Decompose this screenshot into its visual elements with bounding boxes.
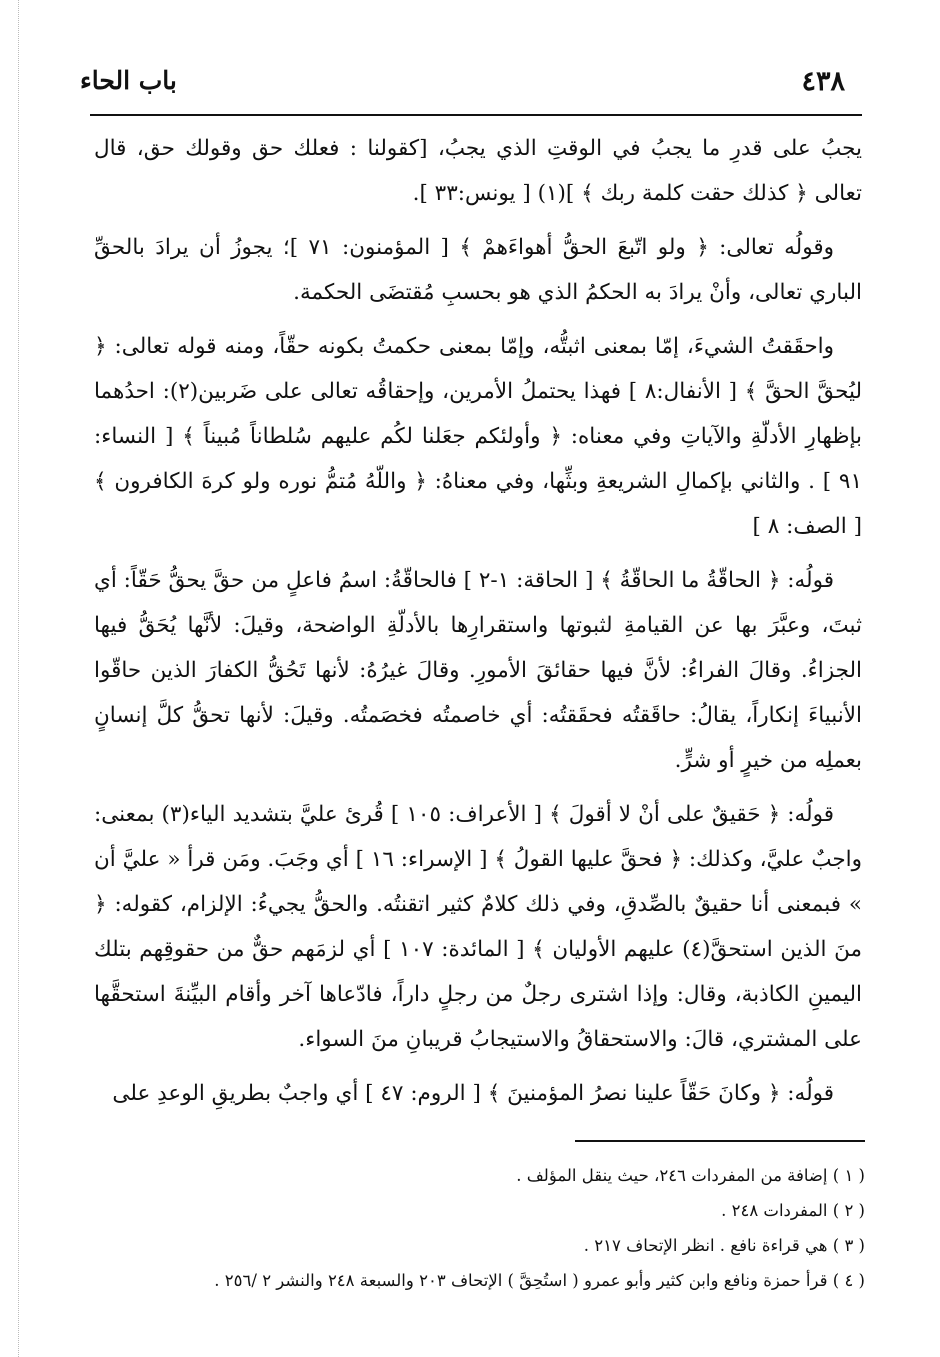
paragraph: وقولُه تعالى: ﴿ ولو اتّبعَ الحقُّ أهواءَهمْ ﴾ [ المؤمنون: ٧١ ]؛ يجوزُ أن يرادَ بالحقِّ الباري تعالى، وأنْ يرادَ به الحكمُ الذي هو بحسبِ مُقتضَى الحكمة.	[94, 235, 862, 305]
chapter-title: باب الحاء	[80, 66, 177, 95]
scan-edge-line	[18, 0, 19, 1357]
paragraph: واحقَقتُ الشيءَ، إمّا بمعنى اثبتُّه، وإمّا بمعنى حكمتُ بكونه حقّاً، ومنه قوله تعالى: ﴿ ليُحقَّ الحقَّ ﴾ [ الأنفال:٨ ] فهذا يحتملُ الأمرين، وإحقاقُه تعالى على ضَربين(٢): احدُهما بإظهارِ الأدلّةِ والآياتِ وفي معناه: ﴿ وأولئكم جعَلنا لكُم عليهم سُلطاناً مُبيناً ﴾ [ النساء: ٩١ ] . والثاني بإكمالِ الشريعةِ وبثِّها، وفي معناهُ: ﴿ واللّهُ مُتمُّ نوره ولو كرهَ الكافرون ﴾ [ الصف: ٨ ]	[94, 334, 862, 539]
paragraph: قولُه: ﴿ وكانَ حَقّاً علينا نصرُ المؤمنينَ ﴾ [ الروم: ٤٧ ] أي واجبٌ بطريقِ الوعدِ على	[112, 1081, 834, 1106]
footnotes	[110, 1158, 865, 1298]
header-divider	[90, 114, 862, 116]
footnote-2: ( ٢ ) المفردات ٢٤٨ .	[721, 1201, 865, 1220]
paragraph: قولُه: ﴿ الحاقّةُ ما الحاقّةُ ﴾ [ الحاقة: ١-٢ ] فالحاقّةُ: اسمُ فاعلٍ من حقَّ يحقُّ حَقّاً: أي ثبتَ، وعبَّرَ بها عن القيامةِ لثبوتها واستقرارِها بالأدلّةِ الواضحة، وقيلَ: لأنَّها يُحَقُّ فيها الجزاءُ. وقالَ الفراءُ: لأنَّ فيها حقائقَ الأمورِ. وقالَ غيرُهُ: لأنها تَحُقُّ الكفارَ الذين حاقّوا الأنبياءَ إنكاراً، يقالُ: حاقَقتُه فحقَقتُه: أي خاصمتُه فخصَمتُه. وقيلَ: لأنها تحقُّ كلَّ إنسانٍ بعملِه من خيرٍ أو شرٍّ.	[94, 568, 862, 773]
footnote-3: ( ٣ ) هي قراءة نافع . انظر الإتحاف ٢١٧ .	[583, 1236, 865, 1255]
footnote-4: ( ٤ ) قرأ حمزة ونافع وابن كثير وأبو عمرو ( استُحِقَّ ) الإتحاف ٢٠٣ والسبعة ٢٤٨ والنشر ٢ /٢٥٦ .	[214, 1271, 865, 1290]
paragraph: يجبُ على قدرِ ما يجبُ في الوقتِ الذي يجبُ، [كقولنا : فعلك حق وقولك حق، قال تعالى ﴿ كذلك حقت كلمة ربك ﴾ ](١) [ يونس:٣٣ ].	[94, 136, 862, 206]
footnote-1: ( ١ ) إضافة من المفردات ٢٤٦، حيث ينقل المؤلف .	[516, 1166, 865, 1185]
main-text	[94, 126, 862, 1125]
paragraph: قولُه: ﴿ حَقيقٌ على أنْ لا أقولَ ﴾ [ الأعراف: ١٠٥ ] قُرئ عليَّ بتشديد الياء(٣) بمعنى: واجبٌ عليَّ، وكذلك: ﴿ فحقَّ عليها القولُ ﴾ [ الإسراء: ١٦ ] أي وجَبَ. ومَن قرأ « عليَّ أن » فبمعنى أنا حقيقٌ بالصِّدقِ، وفي ذلك كلامٌ كثير اتقنتُه. والحقُّ يجيءُ: الإلزام، كقوله: ﴿ منَ الذين استحقَّ(٤) عليهم الأوليان ﴾ [ المائدة: ١٠٧ ] أي لزمَهم حقٌّ من حقوقِهم بتلك اليمينِ الكاذبة، وقال: وإذا اشترى رجلٌ من رجلٍ داراً، فادّعاها آخر وأقام البيِّنةَ استحقَّها على المشتري، قالَ: والاستحقاقُ والاستيجابُ قريبانِ منَ السواء.	[94, 802, 863, 1052]
page-number: ٤٣٨	[801, 66, 845, 97]
footnote-divider	[575, 1140, 865, 1142]
